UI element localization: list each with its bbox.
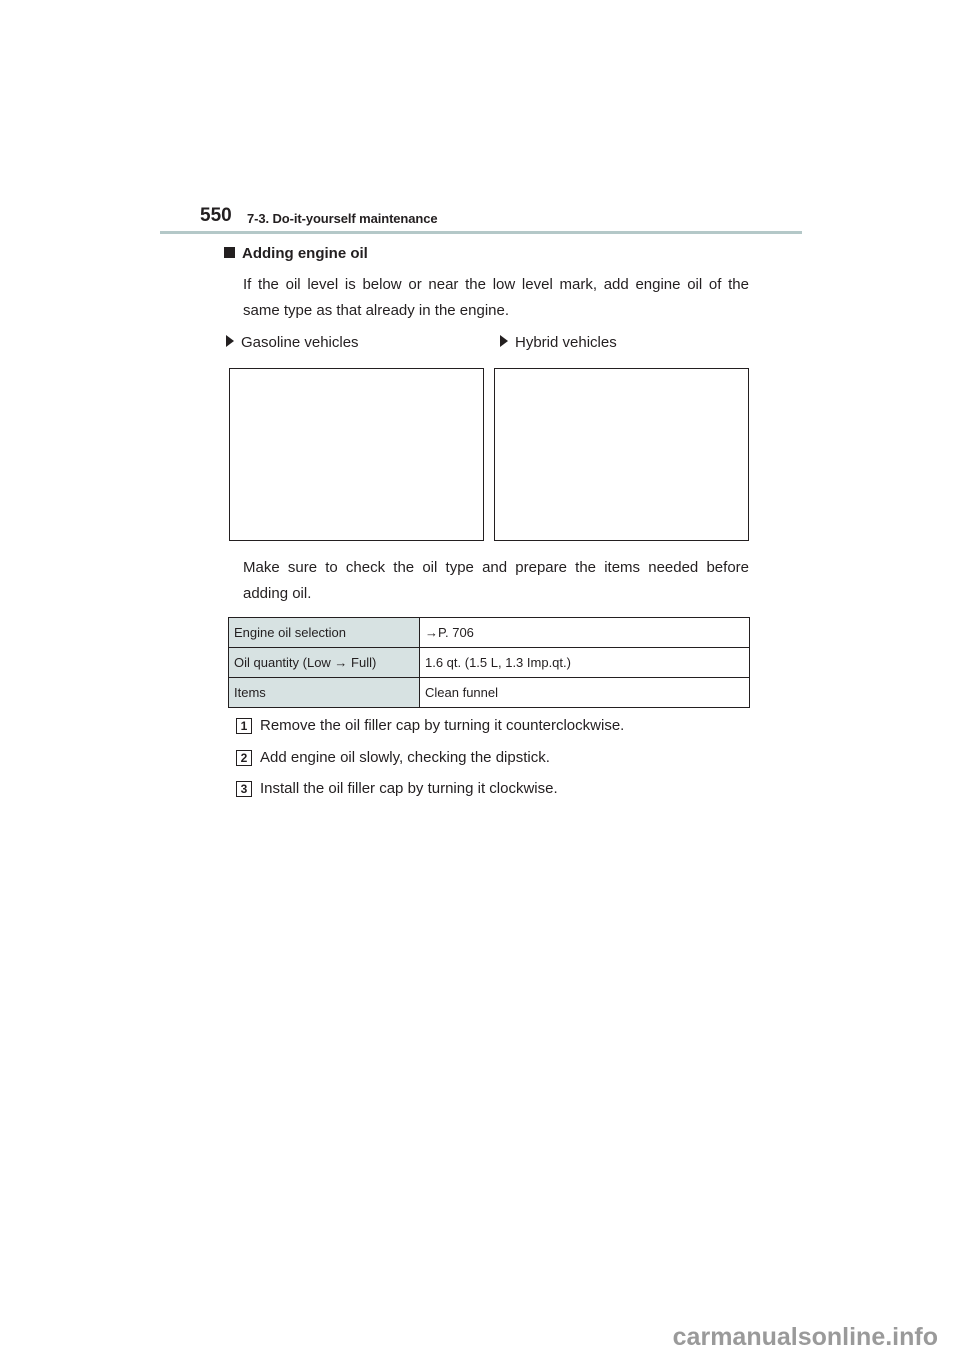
check-note-paragraph: Make sure to check the oil type and prepare the items needed before adding oil. — [243, 559, 749, 602]
step-number-badge: 1 — [236, 718, 252, 734]
square-bullet-icon — [224, 247, 235, 258]
step-number-badge: 3 — [236, 781, 252, 797]
triangle-bullet-icon — [500, 335, 508, 347]
label-hybrid-vehicles — [500, 333, 617, 353]
triangle-bullet-icon — [226, 335, 234, 347]
label-gasoline-vehicles — [226, 333, 359, 353]
page-header — [200, 204, 802, 234]
step-text: Add engine oil slowly, checking the dipstick. — [260, 749, 550, 766]
label-gasoline-text: Gasoline vehicles — [241, 334, 359, 351]
subheading-adding-engine-oil — [224, 244, 368, 264]
intro-paragraph: If the oil level is below or near the low level mark, add engine oil of the same type as that already in the engine. — [243, 276, 749, 319]
table-row — [229, 648, 750, 678]
step-text: Install the oil filler cap by turning it clockwise. — [260, 780, 558, 797]
header-divider — [160, 231, 802, 234]
step-number-badge: 2 — [236, 750, 252, 766]
table-label-cell: Oil quantity (Low → Full) — [229, 648, 420, 678]
table-value-cell: →P. 706 — [420, 618, 750, 648]
table-value-cell: Clean funnel — [420, 678, 750, 708]
table-label-cell: Engine oil selection — [229, 618, 420, 648]
label-hybrid-text: Hybrid vehicles — [515, 334, 617, 351]
section-title: 7-3. Do-it-yourself maintenance — [247, 211, 438, 226]
table-row — [229, 678, 750, 708]
table-value-cell: 1.6 qt. (1.5 L, 1.3 Imp.qt.) — [420, 648, 750, 678]
table-label-cell: Items — [229, 678, 420, 708]
subheading-text: Adding engine oil — [242, 245, 368, 262]
figure-hybrid-engine — [494, 368, 749, 541]
step-text: Remove the oil filler cap by turning it counterclockwise. — [260, 717, 625, 734]
watermark-text: carmanualsonline.info — [672, 1323, 938, 1351]
table-row — [229, 618, 750, 648]
figure-gasoline-engine — [229, 368, 484, 541]
page-number: 550 — [200, 205, 232, 226]
oil-spec-table — [228, 617, 750, 708]
